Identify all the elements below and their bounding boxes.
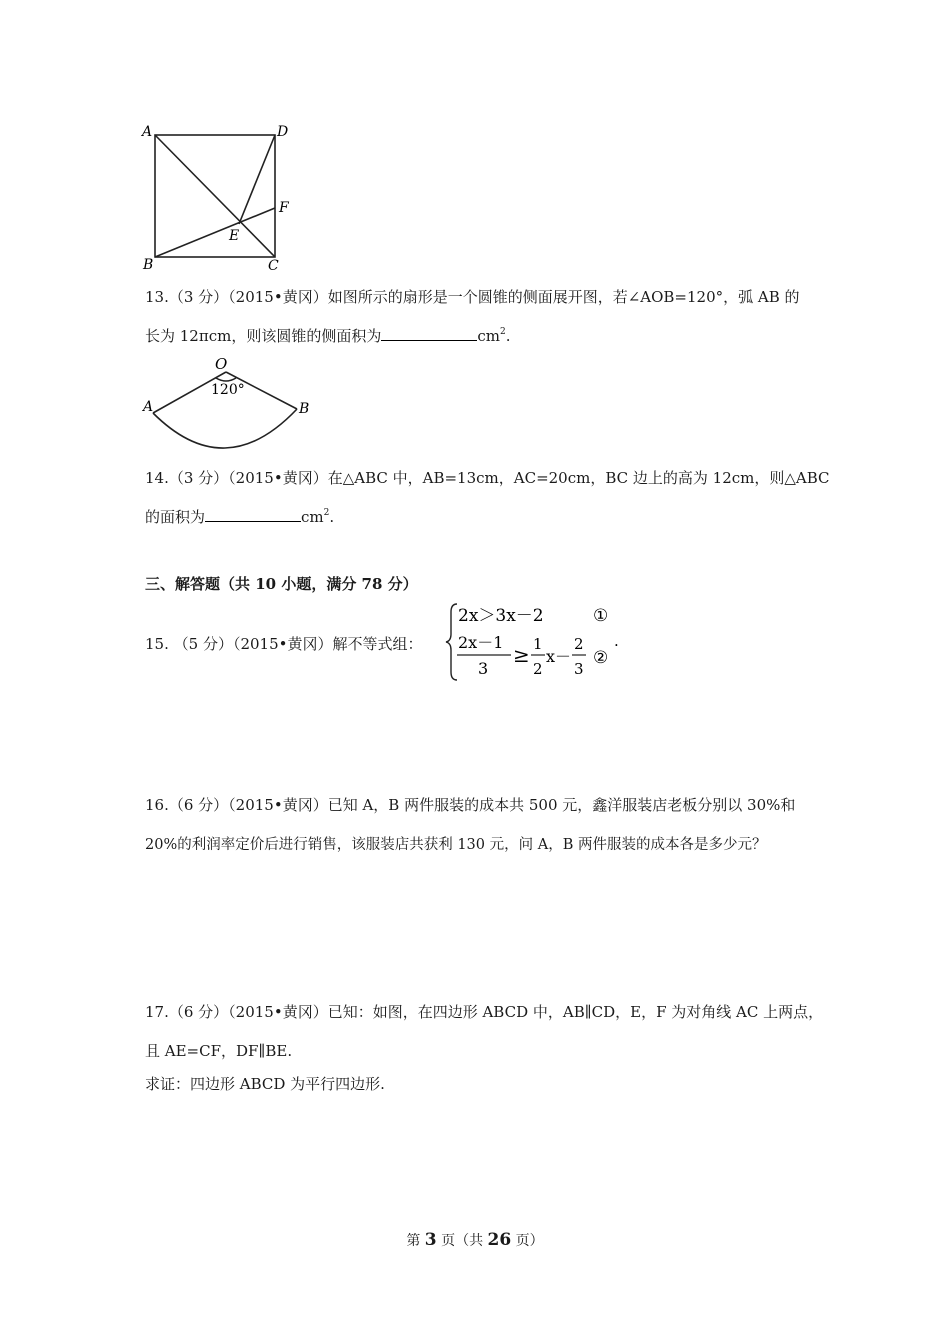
q15-line — [145, 633, 423, 654]
q16-score: （6 分）（2015•黄冈） — [168, 796, 328, 814]
angle-label: 120° — [211, 382, 245, 398]
half-den: 2 — [533, 660, 543, 678]
twothird-num: 2 — [574, 635, 584, 653]
ineq2-num: 2x－1 — [458, 633, 504, 652]
sector-figure — [140, 355, 320, 455]
q13-line2 — [145, 325, 510, 346]
footer-total: 26 — [487, 1230, 512, 1250]
q16-text1: 已知 A，B 两件服装的成本共 500 元，鑫洋服装店老板分别以 30%和 — [327, 796, 796, 814]
q16-line1 — [145, 794, 795, 815]
q16-line2 — [145, 833, 766, 854]
inequality-system — [445, 600, 625, 684]
q14-unit: cm — [301, 508, 324, 526]
q15-score: （5 分）（2015•黄冈） — [173, 635, 333, 653]
q14-text1: 在△ABC 中，AB=13cm，AC=20cm，BC 边上的高为 12cm，则△ABC — [327, 469, 830, 487]
square-figure — [138, 120, 298, 275]
label-b: B — [143, 257, 154, 273]
ineq2-den: 3 — [478, 659, 489, 678]
q13-text2: 长为 12πcm，则该圆锥的侧面积为 — [145, 327, 382, 345]
twothird-den: 3 — [574, 660, 584, 678]
footer-page: 3 — [424, 1230, 437, 1250]
ineq2-sign: ≥ — [513, 643, 530, 667]
label-d: D — [277, 124, 289, 140]
q17-line1 — [145, 1001, 823, 1022]
q14-score: （3 分）（2015•黄冈） — [168, 469, 328, 487]
label-o: O — [215, 355, 228, 373]
q13-unit-sup: 2 — [499, 327, 506, 337]
half-num: 1 — [533, 635, 543, 653]
q14-line1 — [145, 467, 830, 488]
q15-end: . — [614, 632, 619, 650]
label-c: C — [268, 258, 279, 274]
q14-end: . — [329, 508, 335, 526]
footer-suffix: 页） — [511, 1233, 544, 1249]
q13-answer-blank — [381, 326, 477, 341]
mark2: ② — [593, 648, 609, 668]
section-title: 三、解答题（共 10 小题，满分 78 分） — [145, 575, 418, 593]
q17-text2: 且 AE=CF，DF∥BE. — [145, 1042, 293, 1060]
label-b-sector: B — [299, 401, 310, 417]
q14-number: 14. — [145, 469, 169, 487]
q14-unit-sup: 2 — [323, 508, 330, 518]
footer-prefix: 第 — [406, 1233, 425, 1249]
q16-text2: 20%的利润率定价后进行销售，该服装店共获利 130 元，问 A，B 两件服装的成本各是多少元？ — [145, 837, 767, 853]
q14-line2 — [145, 506, 334, 527]
footer-middle: 页（共 — [436, 1233, 488, 1249]
q13-line1 — [145, 286, 800, 307]
q17-text3: 求证：四边形 ABCD 为平行四边形. — [145, 1075, 385, 1093]
q17-number: 17. — [145, 1003, 169, 1021]
label-a-sector: A — [143, 399, 154, 415]
q15-number: 15. — [145, 635, 169, 653]
label-a: A — [142, 124, 153, 140]
label-e: E — [229, 228, 240, 244]
q14-text2: 的面积为 — [145, 508, 206, 526]
q17-line3 — [145, 1073, 385, 1094]
q14-answer-blank — [205, 507, 301, 522]
label-f: F — [279, 200, 289, 216]
q17-line2 — [145, 1040, 292, 1061]
q13-unit: cm — [477, 327, 500, 345]
q13-number: 13. — [145, 288, 169, 306]
q13-text1: 如图所示的扇形是一个圆锥的侧面展开图，若∠AOB=120°，弧 AB 的 — [327, 288, 800, 306]
q13-score: （3 分）（2015•黄冈） — [168, 288, 328, 306]
q17-text1: 已知：如图，在四边形 ABCD 中，AB∥CD，E，F 为对角线 AC 上两点， — [327, 1003, 824, 1021]
q17-score: （6 分）（2015•黄冈） — [168, 1003, 328, 1021]
ineq1: 2x＞3x－2 — [458, 606, 544, 626]
page-footer — [0, 1230, 950, 1250]
mark1: ① — [593, 606, 609, 626]
q16-number: 16. — [145, 796, 169, 814]
q15-text: 解不等式组： — [332, 635, 423, 653]
ineq2-mid: x－ — [546, 647, 572, 666]
q13-end: . — [505, 327, 511, 345]
